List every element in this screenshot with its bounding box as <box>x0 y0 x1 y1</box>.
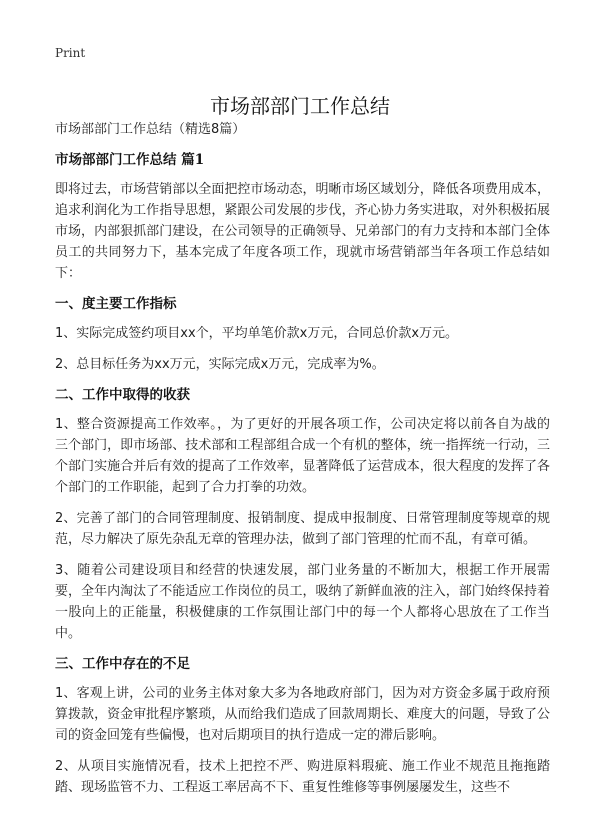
page-title: 市场部部门工作总结 <box>210 94 390 119</box>
section-1-paragraph-1: 1、实际完成签约项目xx个，平均单笔价款x万元，合同总价款x万元。 <box>55 326 459 341</box>
section-3-paragraph-2: 2、从项目实施情况看，技术上把控不严、购进原料瑕疵、施工作业不规范且拖拖踏踏、现场监管不力、工程返工率居高不下、重复性维修等事例屡屡发生，这些不 <box>55 759 550 795</box>
intro-paragraph: 即将过去，市场营销部以全面把控市场动态，明晰市场区域划分，降低各项费用成本，追求利润化为工作指导思想，紧跟公司发展的步伐，齐心协力务实进取，对外积极拓展市场，内部狠抓部门建设，在公司领导的正确领导、兄弟部门的有力支持和本部门全体员工的共同努力下，基本完成了年度各项工作，现就市场营销部当年各项工作总结如下： <box>55 182 550 281</box>
section-2-paragraph-3: 3、随着公司建设项目和经营的快速发展，部门业务量的不断加大，根据工作开展需要，全年内淘汰了不能适应工作岗位的员工，吸纳了新鲜血液的注入，部门始终保持着一股向上的正能量，积极健康的工作氛围让部门中的每一个人都将心思放在了工作当中。 <box>55 563 550 641</box>
section-heading-1: 一、度主要工作指标 <box>55 296 177 312</box>
article-subtitle: 市场部部门工作总结（精选8篇） <box>55 122 246 137</box>
article-body <box>55 119 550 808</box>
section-heading-3: 三、工作中存在的不足 <box>55 656 190 672</box>
article-heading: 市场部部门工作总结 篇1 <box>55 152 205 168</box>
section-heading-2: 二、工作中取得的收获 <box>55 387 190 403</box>
print-link[interactable]: Print <box>55 46 86 60</box>
section-2-paragraph-1: 1、整合资源提高工作效率。，为了更好的开展各项工作，公司决定将以前各自为战的三个部门，即市场部、技术部和工程部组合成一个有机的整体，统一指挥统一行动，三个部门实施合并后有效的提高了工作效率，显著降低了运营成本，很大程度的发挥了各个部门的工作职能，起到了合力打拳的功效。 <box>55 417 550 495</box>
section-3-paragraph-1: 1、客观上讲，公司的业务主体对象大多为各地政府部门，因为对方资金多属于政府预算拨款，资金审批程序繁琐，从而给我们造成了回款周期长、难度大的问题，导致了公司的资金回笼有些偏慢，也对后期项目的执行造成一定的滞后影响。 <box>55 686 550 743</box>
section-1-paragraph-2: 2、总目标任务为xx万元，实际完成x万元，完成率为%。 <box>55 357 385 372</box>
section-2-paragraph-2: 2、完善了部门的合同管理制度、报销制度、提成申报制度、日常管理制度等规章的规范，尽力解决了原先杂乱无章的管理办法，做到了部门管理的忙而不乱，有章可循。 <box>55 511 550 547</box>
